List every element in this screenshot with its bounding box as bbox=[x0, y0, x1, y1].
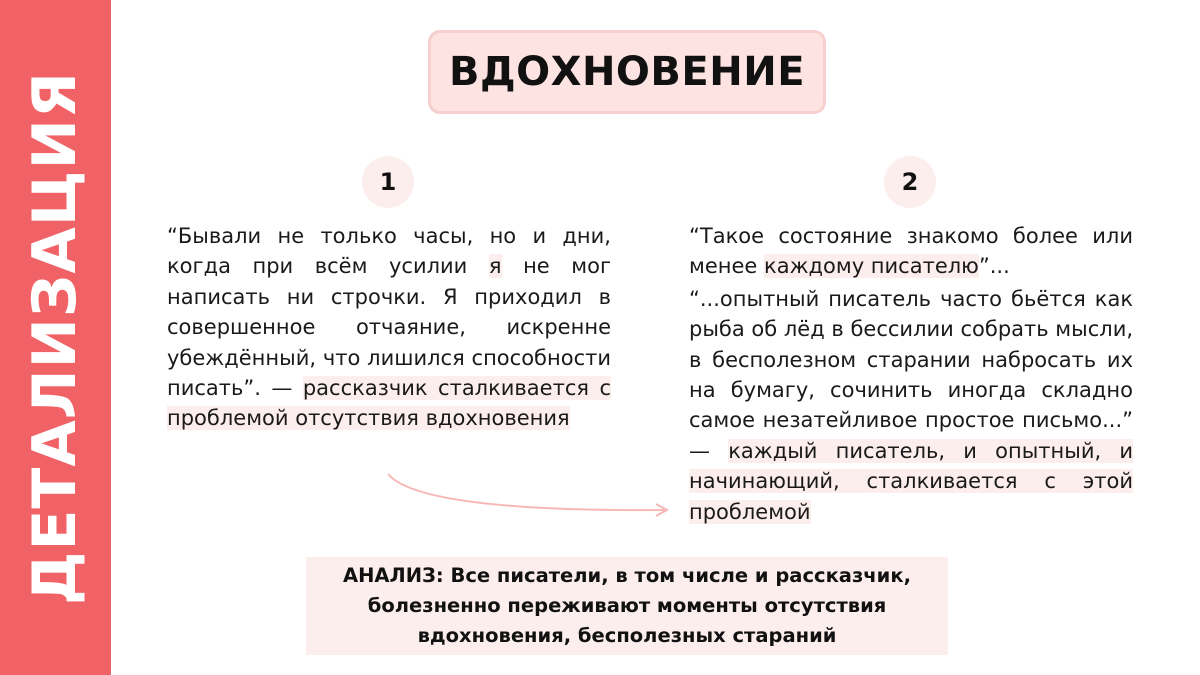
quote-column-1 bbox=[167, 221, 611, 434]
connector-arrow-icon bbox=[380, 460, 680, 530]
quote-paragraph bbox=[689, 221, 1133, 282]
quote-text: “Такое состояние знакомо более или менее bbox=[689, 224, 1133, 279]
analysis-line: вдохновения, бесполезных стараний bbox=[417, 624, 837, 647]
sidebar-label: ДЕТАЛИЗАЦИЯ bbox=[20, 71, 90, 605]
highlight-conclusion: каждый писатель, и опытный, и начинающий, сталкивается с этой проблемой bbox=[689, 438, 1133, 524]
quote-text: “Бывали не только часы, но и дни, когда при всём усилии bbox=[167, 224, 611, 279]
analysis-box bbox=[306, 557, 948, 655]
quote-text: “...опытный писатель часто бьётся как рыба об лёд в бессилии собрать мысли, в бесполезном старании набросать их на бумагу, сочинить иногда складно самое незатейливое простое письмо...” — bbox=[689, 286, 1134, 463]
highlight-word: я bbox=[488, 254, 502, 279]
number-badge-2: 2 bbox=[884, 156, 936, 208]
page-title: ВДОХНОВЕНИЕ bbox=[448, 49, 806, 95]
quote-paragraph bbox=[689, 284, 1133, 527]
number-badge-1: 1 bbox=[362, 156, 414, 208]
analysis-line: болезненно переживают моменты отсутствия bbox=[367, 594, 887, 617]
analysis-text bbox=[343, 561, 911, 651]
title-box bbox=[428, 30, 826, 114]
quote-column-2 bbox=[689, 221, 1133, 527]
highlight-phrase: каждому писателю bbox=[764, 254, 979, 279]
highlight-conclusion: рассказчик сталкивается с проблемой отсутствия вдохновения bbox=[167, 376, 611, 431]
analysis-line: АНАЛИЗ: Все писатели, в том числе и рассказчик, bbox=[343, 564, 911, 587]
sidebar bbox=[0, 0, 111, 675]
quote-text: ”... bbox=[978, 254, 1010, 279]
quote-paragraph bbox=[167, 221, 611, 434]
quote-text: не мог написать ни строчки. Я приходил в совершенное отчаяние, искренне убеждённый, что лишился способности писать”. — bbox=[167, 254, 612, 401]
